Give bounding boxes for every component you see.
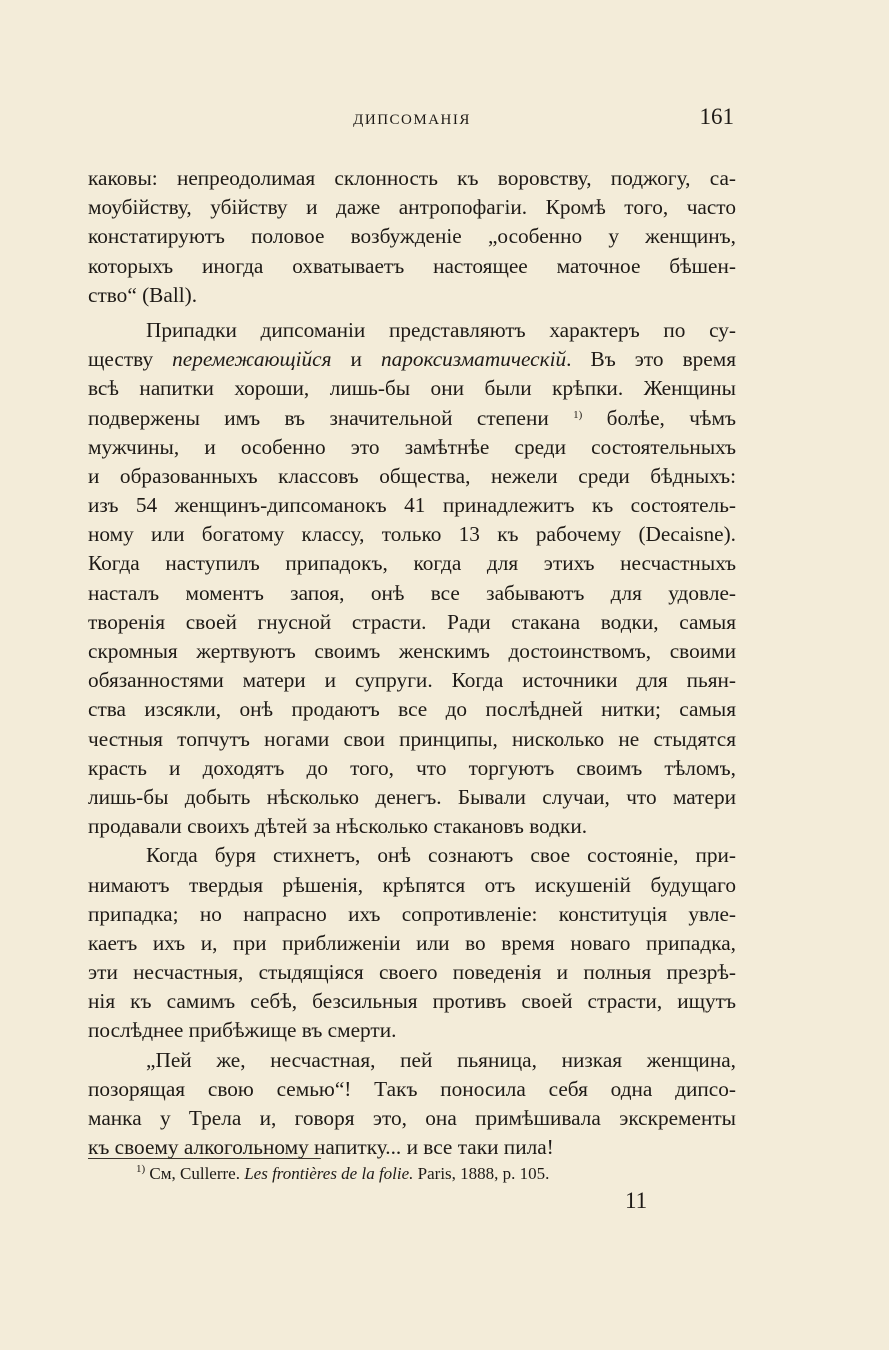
italic-term: пароксизматическій (380, 347, 567, 372)
text-line: красть и доходятъ до того, что торгуютъ своимъ тѣломъ, (88, 755, 736, 780)
text-line: Когда буря стихнетъ, онѣ сознаютъ свое состояніе, при- (146, 843, 736, 868)
text-line: нимаютъ твердыя рѣшенія, крѣпятся отъ искушеній будущаго (88, 872, 736, 897)
running-header (88, 104, 736, 138)
footnote-ref[interactable]: 1) (573, 408, 583, 421)
text-line: лишь-бы добыть нѣсколько денегъ. Бывали случаи, что матери (88, 784, 736, 809)
footnote-divider (88, 1158, 321, 1159)
text-line: мужчины, и особенно это замѣтнѣе среди состоятельныхъ (88, 434, 736, 459)
page-number: 161 (699, 104, 734, 129)
footnote-marker: 1) (136, 1163, 146, 1175)
text-line: продавали своихъ дѣтей за нѣсколько стакановъ водки. (88, 814, 588, 839)
text-line: каетъ ихъ и, при приближеніи или во время новаго припадка, (88, 930, 736, 955)
text-line: позорящая свою семью“! Такъ поносила себя одна дипсо- (88, 1076, 736, 1101)
text-line: констатируютъ половое возбужденіе „особенно у женщинъ, (88, 224, 736, 249)
text-line: припадка; но напрасно ихъ сопротивленіе: конституція увле- (88, 901, 736, 926)
text-line: изъ 54 женщинъ-дипсоманокъ 41 принадлежитъ къ состоятель- (88, 493, 736, 518)
footnote-title: Les frontières de la folie. (244, 1164, 414, 1183)
text-line: и образованныхъ классовъ общества, нежели среди бѣдныхъ: (88, 463, 736, 488)
italic-term: перемежающійся (172, 347, 332, 372)
text-line: моубійству, убійству и даже антропофагіи. Кромѣ того, часто (88, 195, 736, 220)
text-line: Когда наступилъ припадокъ, когда для этихъ несчастныхъ (88, 551, 736, 576)
text-line: манка у Трела и, говоря это, она примѣшивала экскременты (88, 1106, 736, 1130)
text-line: творенія своей гнусной страсти. Ради стакана водки, самыя (88, 609, 736, 634)
text-line: ществу перемежающійся и пароксизматическій. Въ это время (88, 347, 736, 372)
text-line: честныя топчутъ ногами свои принципы, нисколько не стыдятся (88, 726, 736, 751)
text-line: послѣднее прибѣжище въ смерти. (88, 1018, 397, 1043)
text-line: обязанностями матери и супруги. Когда источники для пьян- (88, 668, 736, 693)
footnote: $^{1)}$ См, Cullerre. Les frontières de la folie. Paris, 1888, p. 105. (136, 1163, 550, 1183)
text-line: скромныя жертвуютъ своимъ женскимъ достоинствомъ, своими (88, 639, 736, 663)
text-line: нія къ самимъ себѣ, безсильныя противъ своей страсти, ищутъ (88, 989, 736, 1014)
signature-mark: 11 (625, 1188, 648, 1213)
running-title: ДИПСОМАНІЯ (353, 112, 471, 128)
text-line: ства изсякли, онѣ продаютъ все до послѣдней нитки; самыя (88, 697, 736, 722)
text-line: „Пей же, несчастная, пей пьяница, низкая женщина, (146, 1047, 736, 1072)
text-line: подвержены имъ въ значительной степени $^{1)}$ болѣе, чѣмъ (88, 405, 736, 430)
text-line: всѣ напитки хороши, лишь-бы они были крѣпки. Женщины (88, 376, 736, 401)
text-line: къ своему алкогольному напитку... и все таки пила! (88, 1135, 554, 1160)
text-line: каковы: непреодолимая склонность къ воровству, поджогу, са- (88, 166, 736, 190)
text-line: насталъ моментъ запоя, онѣ все забываютъ для удовле- (88, 580, 736, 605)
text-line: которыхъ иногда охватываетъ настоящее маточное бѣшен- (88, 253, 736, 278)
text-line: Припадки дипсоманіи представляютъ характеръ по су- (146, 317, 736, 342)
text-line: эти несчастныя, стыдящіяся своего поведенія и полныя презрѣ- (88, 960, 736, 985)
text-line: ному или богатому классу, только 13 къ рабочему (Decaisne). (88, 522, 736, 547)
body-text (88, 164, 736, 1162)
text-line: ство“ (Ball). (88, 282, 198, 307)
